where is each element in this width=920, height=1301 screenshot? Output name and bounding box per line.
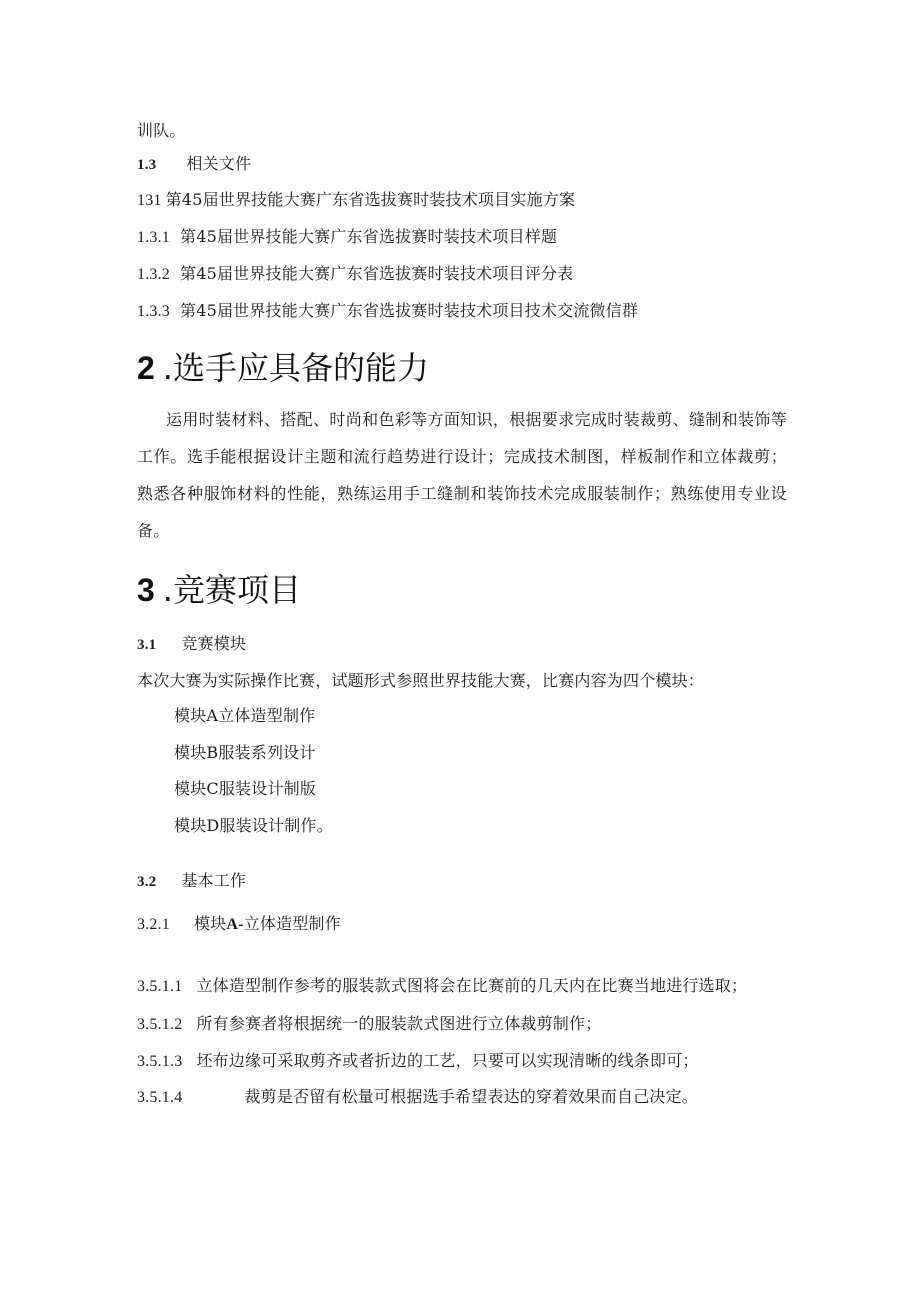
item-text: 坯布边缘可采取剪齐或者折边的工艺，只要可以实现清晰的线条即可； (196, 1051, 699, 1070)
section-title: 相关文件 (186, 154, 252, 173)
item-text: 立体造型制作参考的服装款式图将会在比赛前的几天内在比赛当地进行选取； (196, 976, 748, 995)
list-item (137, 189, 575, 212)
section-3-2-heading (137, 870, 246, 893)
section-3-2-1-heading (137, 913, 341, 936)
section-title-post: 立体造型制作 (243, 914, 341, 933)
section-number: 1.3 (137, 157, 157, 173)
item-text: 裁剪是否留有松量可根据选手希望表达的穿着效果而自己决定。 (244, 1087, 699, 1106)
item-number: 3.5.1.4 (137, 1089, 183, 1106)
heading-number: 2 (137, 350, 155, 386)
item-number: 3.5.1.3 (137, 1053, 183, 1070)
section-title-pre: 模块 (194, 914, 227, 933)
list-item (137, 1086, 698, 1109)
ability-paragraph: 运用时装材料、搭配、时尚和色彩等方面知识，根据要求完成时装裁剪、缝制和装饰等工作。选手能根据设计主题和流行趋势进行设计；完成技术制图，样板制作和立体裁剪；熟悉各种服饰材料的性能，熟练运用手工缝制和装饰技术完成服装制作；熟练使用专业设备。 (137, 410, 787, 540)
list-item (137, 975, 747, 998)
item-number: 1.3.1 (137, 229, 170, 246)
heading-3 (137, 570, 301, 610)
section-3-1-intro: 本次大赛为实际操作比赛，试题形式参照世界技能大赛，比赛内容为四个模块： (137, 671, 705, 690)
item-text: 所有参赛者将根据统一的服装款式图进行立体裁剪制作； (196, 1014, 602, 1033)
list-item (137, 226, 557, 249)
section-title: 竞赛模块 (181, 634, 247, 653)
list-item (137, 1050, 699, 1073)
item-number: 3.5.1.2 (137, 1016, 183, 1033)
item-text: 第45届世界技能大赛广东省选拔赛时装技术项目技术交流微信群 (180, 301, 639, 320)
heading-title: .竞赛项目 (162, 571, 301, 609)
item-number: 1.3.3 (137, 303, 170, 320)
item-text: 第45届世界技能大赛广东省选拔赛时装技术项目实施方案 (165, 190, 576, 209)
section-number: 3.2.1 (137, 916, 170, 933)
item-number: 131 (137, 192, 162, 209)
item-number: 1.3.2 (137, 266, 170, 283)
section-number: 3.2 (137, 874, 157, 890)
list-item (137, 263, 573, 286)
top-fragment: 训队。 (137, 121, 186, 140)
heading-2 (137, 348, 429, 388)
section-title-bold: A- (226, 916, 244, 933)
list-item (137, 300, 638, 323)
list-item (137, 1013, 601, 1036)
item-text: 第45届世界技能大赛广东省选拔赛时装技术项目样题 (180, 227, 558, 246)
section-title: 基本工作 (181, 871, 247, 890)
module-item: 模块C服装设计制版 (174, 779, 317, 798)
module-item: 模块B服装系列设计 (174, 743, 316, 762)
section-1-3-heading (137, 153, 251, 176)
item-text: 第45届世界技能大赛广东省选拔赛时装技术项目评分表 (180, 264, 574, 283)
section-3-1-heading (137, 633, 246, 656)
module-item: 模块A立体造型制作 (174, 706, 316, 725)
section-number: 3.1 (137, 637, 157, 653)
heading-number: 3 (137, 572, 155, 608)
item-number: 3.5.1.1 (137, 978, 183, 995)
module-item: 模块D服装设计制作。 (174, 816, 333, 835)
heading-title: .选手应具备的能力 (162, 349, 429, 387)
